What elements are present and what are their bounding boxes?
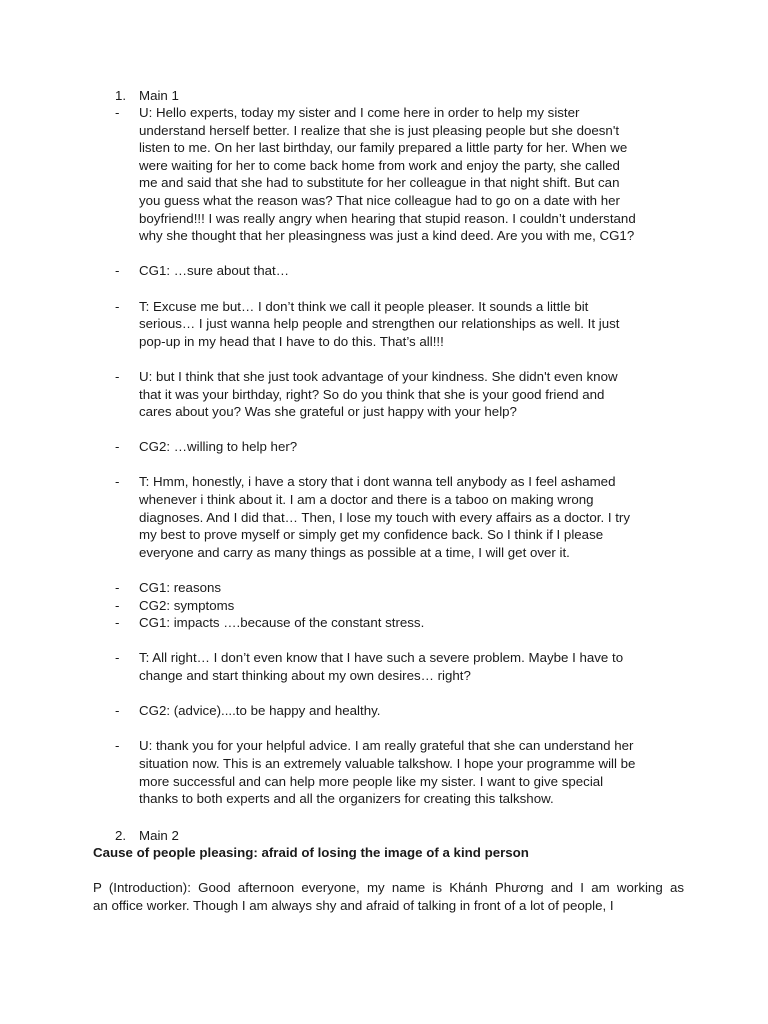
paragraph-line: P (Introduction): Good afternoon everyone, my name is Khánh Phương and I am working as — [93, 880, 684, 895]
bullet-dash: - — [115, 615, 120, 631]
bullet-dash: - — [115, 298, 120, 314]
bullet-text-line: CG2: …willing to help her? — [139, 439, 298, 455]
bullet-text — [139, 473, 685, 561]
bullet-dash: - — [115, 597, 120, 613]
bullet-text-line: cares about you? Was she grateful or just happy with your help? — [139, 404, 517, 420]
bullet-dash: - — [115, 439, 120, 455]
paragraph-line: an office worker. Though I am always shy and afraid of talking in front of a lot of people, I — [93, 897, 614, 913]
dialogue-bullet — [115, 104, 685, 245]
bullet-dash: - — [115, 738, 120, 754]
bullet-text — [139, 368, 685, 421]
bullet-text — [139, 702, 685, 720]
bullet-text-line: understand herself better. I realize that she is just pleasing people but she doesn't — [139, 122, 620, 138]
bullet-text — [139, 262, 685, 280]
bullet-text-line: were waiting for her to come back home from work and enjoy the party, she called — [139, 157, 620, 173]
bullet-text-line: CG1: …sure about that… — [139, 263, 290, 279]
bullet-dash: - — [115, 368, 120, 384]
bullet-dash: - — [115, 263, 120, 279]
bullet-text-line: boyfriend!!! I was really angry when hearing that stupid reason. I couldn’t understand — [139, 210, 636, 226]
main-2-bold-heading: Cause of people pleasing: afraid of losing the image of a kind person — [93, 845, 529, 860]
bullet-text-line: CG1: reasons — [139, 580, 222, 596]
bullet-text-line: CG2: (advice)....to be happy and healthy. — [139, 703, 381, 719]
dialogue-bullet — [115, 614, 685, 632]
bullet-text-line: serious… I just wanna help people and strengthen our relationships as well. It just — [139, 316, 620, 332]
bullet-text-line: U: Hello experts, today my sister and I come here in order to help my sister — [139, 105, 580, 120]
bullet-text-line: T: Excuse me but… I don’t think we call it people pleaser. It sounds a little bit — [139, 298, 589, 314]
bullet-dash: - — [115, 650, 120, 666]
section-title: Main 2 — [139, 828, 179, 843]
dialogue-bullet — [115, 702, 685, 720]
main-1-dialogue-list — [115, 104, 685, 825]
bullet-text — [139, 614, 685, 632]
dialogue-bullet — [115, 737, 685, 807]
bullet-text-line: whenever i think about it. I am a doctor and there is a taboo on making wrong — [139, 492, 594, 508]
bullet-text — [139, 579, 685, 597]
bullet-text-line: thanks to both experts and all the organizers for creating this talkshow. — [139, 791, 554, 807]
bullet-text-line: situation now. This is an extremely valuable talkshow. I hope your programme will be — [139, 755, 636, 771]
bullet-text-line: CG1: impacts ….because of the constant stress. — [139, 615, 425, 631]
section-number: 1. — [115, 88, 127, 103]
bullet-text-line: everyone and carry as many things as possible at a time, I will get over it. — [139, 544, 570, 560]
dialogue-bullet — [115, 262, 685, 280]
bullet-text — [139, 649, 685, 684]
bullet-text-line: that it was your birthday, right? So do you think that she is your good friend and — [139, 386, 605, 402]
bullet-dash: - — [115, 474, 120, 490]
bullet-text-line: more successful and can help more people like my sister. I want to give special — [139, 773, 604, 789]
bullet-text-line: pop-up in my head that I have to do this. That’s all!!! — [139, 333, 444, 349]
section-heading-main-1 — [115, 87, 179, 105]
bullet-dash: - — [115, 703, 120, 719]
dialogue-bullet — [115, 368, 685, 421]
bullet-dash: - — [115, 105, 120, 120]
bullet-text — [139, 737, 685, 807]
bullet-text-line: T: Hmm, honestly, i have a story that i dont wanna tell anybody as I feel ashamed — [139, 474, 616, 490]
dialogue-bullet — [115, 298, 685, 351]
section-title: Main 1 — [139, 88, 179, 103]
dialogue-bullet — [115, 649, 685, 684]
bullet-text-line: diagnoses. And I did that… Then, I lose my touch with every affairs as a doctor. I try — [139, 509, 631, 525]
dialogue-bullet — [115, 438, 685, 456]
bullet-text — [139, 298, 685, 351]
bullet-text-line: T: All right… I don’t even know that I have such a severe problem. Maybe I have to — [139, 650, 624, 666]
dialogue-bullet — [115, 473, 685, 561]
bullet-dash: - — [115, 580, 120, 596]
section-number: 2. — [115, 828, 127, 843]
bullet-text — [139, 597, 685, 615]
bullet-text-line: my best to prove myself or simply get my confidence back. So I think if I please — [139, 527, 604, 543]
main-2-introduction-paragraph — [93, 879, 684, 914]
bullet-text-line: me and said that she had to substitute for her colleague in that night shift. But can — [139, 175, 620, 191]
bullet-text-line: listen to me. On her last birthday, our family prepared a little party for her. When we — [139, 140, 628, 156]
bullet-text-line: change and start thinking about my own desires… right? — [139, 668, 471, 683]
bullet-text — [139, 438, 685, 456]
bullet-text-line: why she thought that her pleasingness was just a kind deed. Are you with me, CG1? — [139, 228, 635, 244]
bullet-text-line: you guess what the reason was? That nice colleague had to go on a date with her — [139, 192, 620, 208]
bullet-text-line: CG2: symptoms — [139, 597, 235, 613]
bullet-text-line: U: thank you for your helpful advice. I am really grateful that she can understand her — [139, 738, 634, 754]
dialogue-bullet — [115, 597, 685, 615]
bullet-text-line: U: but I think that she just took advantage of your kindness. She didn't even know — [139, 368, 618, 384]
section-heading-main-2 — [115, 827, 179, 845]
bullet-text — [139, 104, 685, 245]
dialogue-bullet — [115, 579, 685, 597]
